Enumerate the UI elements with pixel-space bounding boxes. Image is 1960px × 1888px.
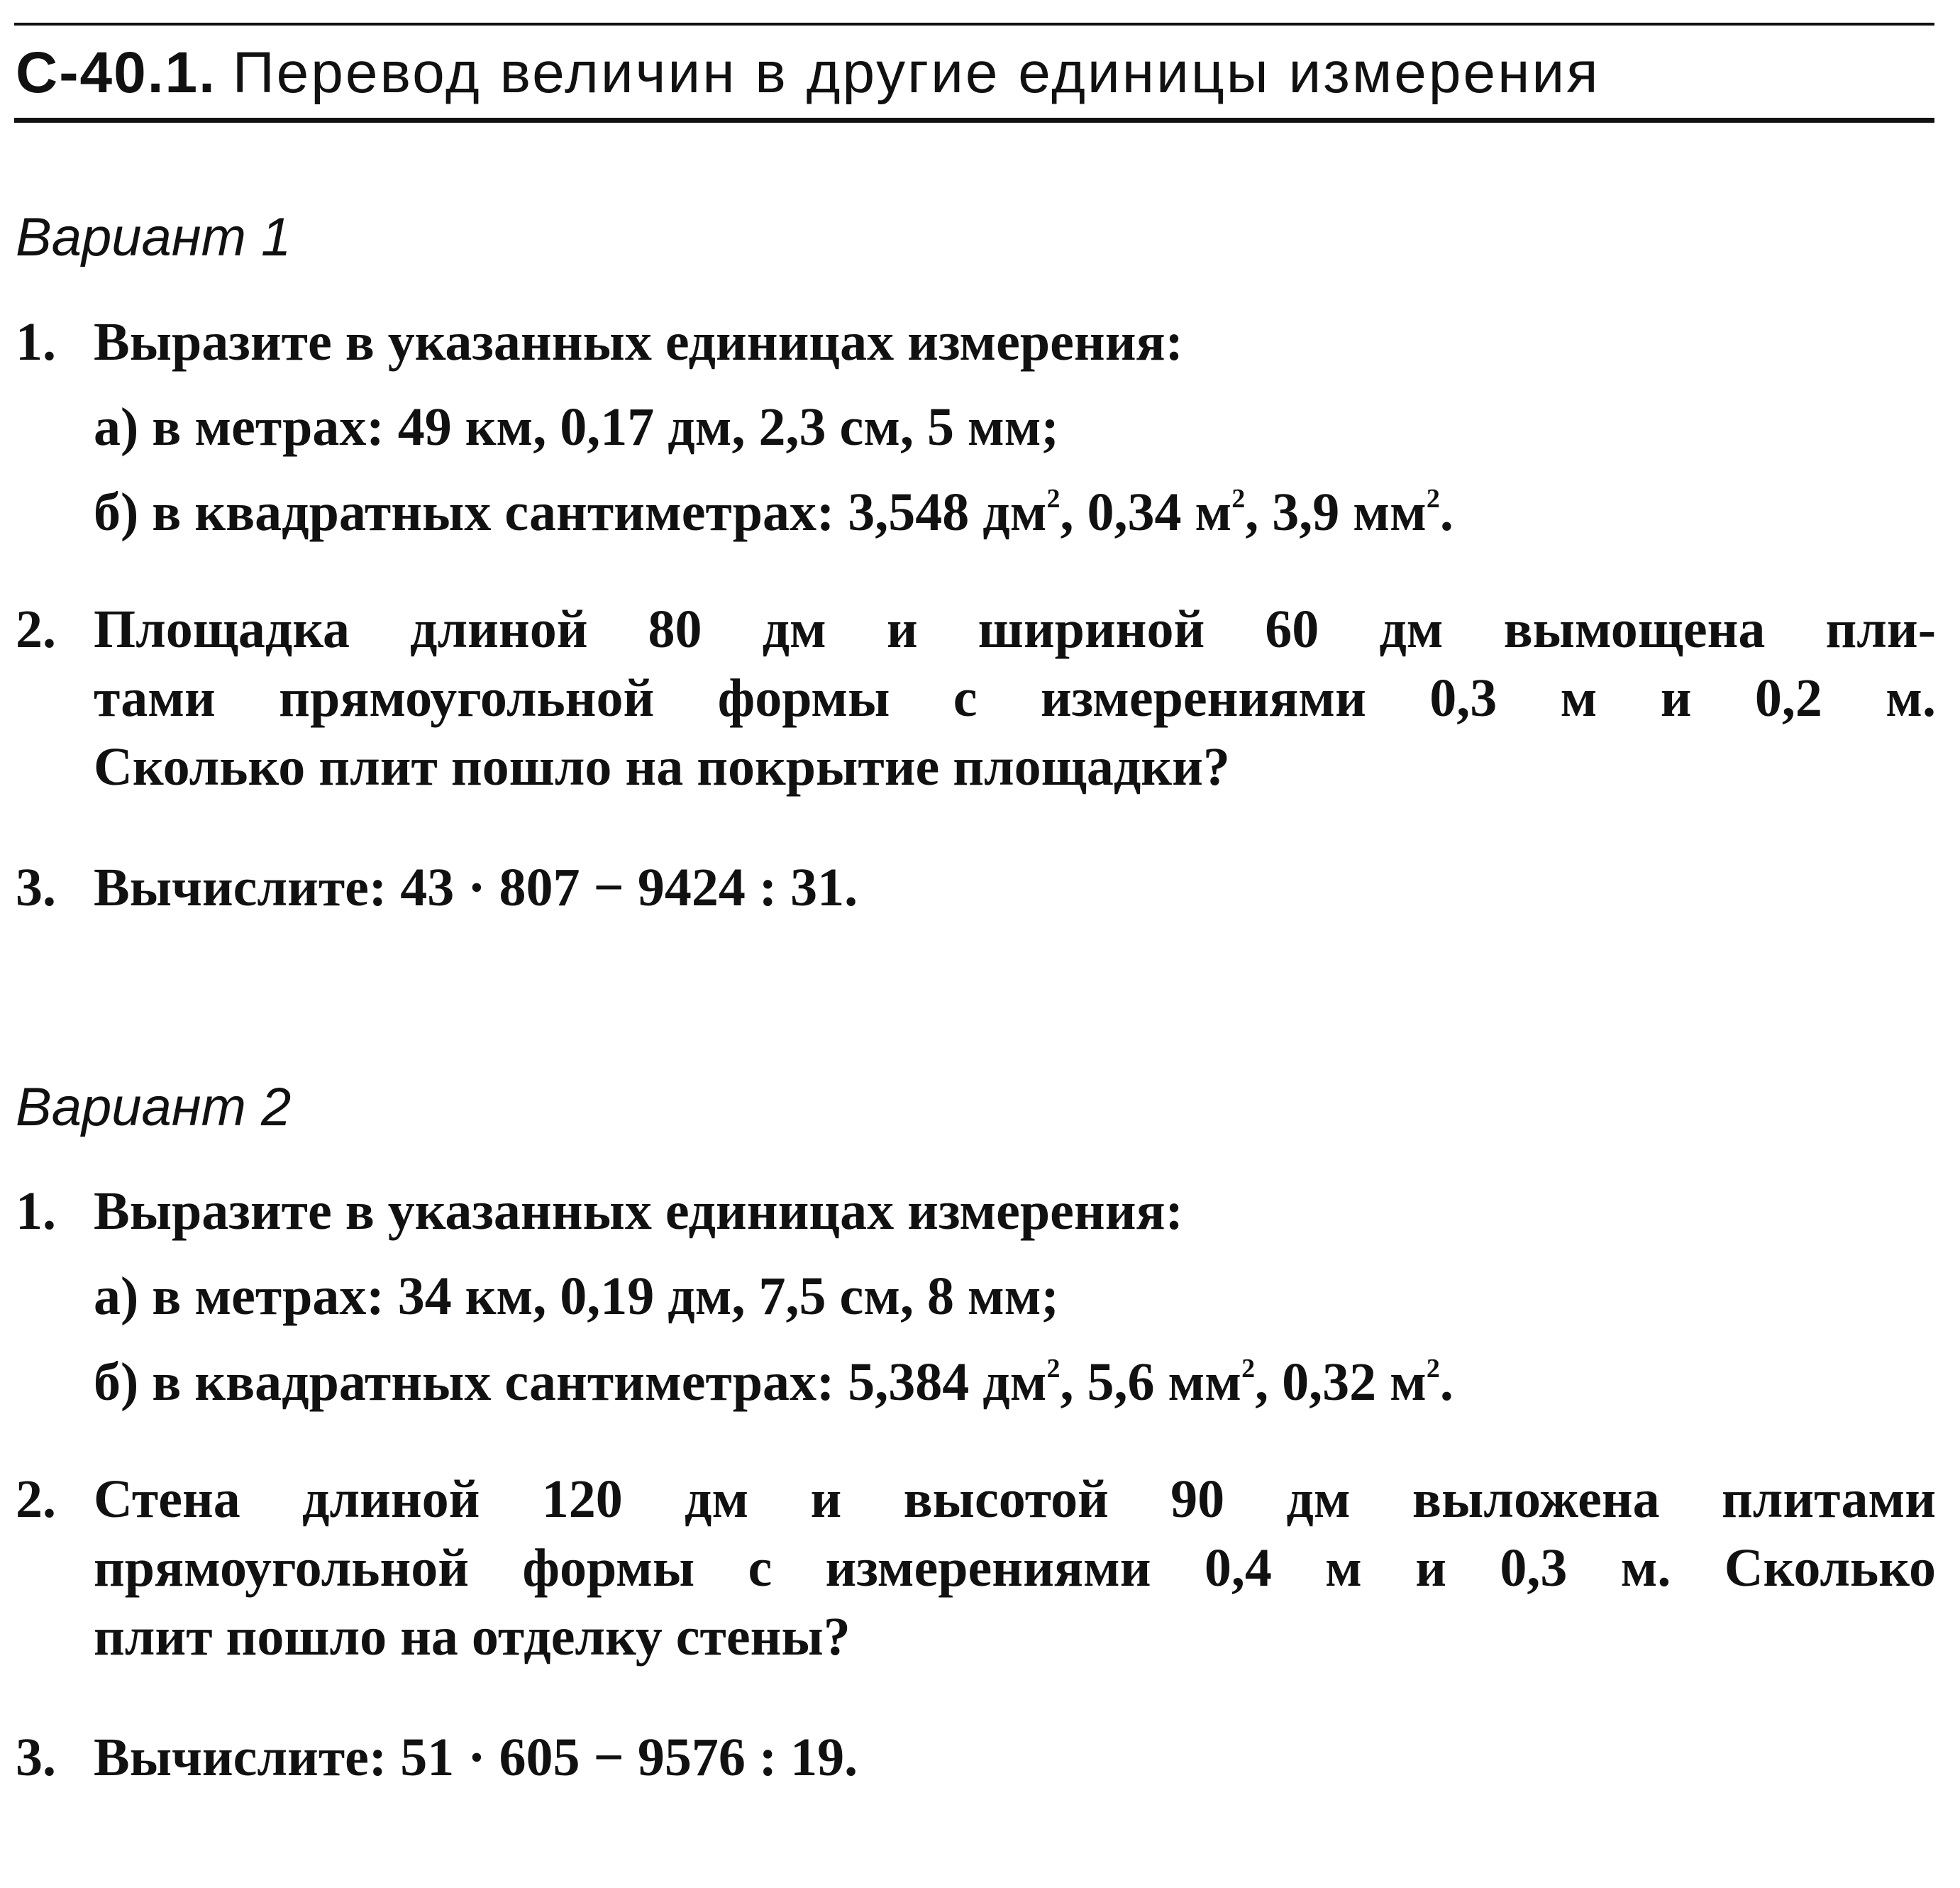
v2-task2-line-3: плит пошло на отделку стены? bbox=[94, 1607, 851, 1667]
v1-task1-part-b bbox=[94, 477, 1454, 548]
v1-b-item-1: 3,548 $дм^2$, bbox=[848, 482, 1087, 542]
v1-task1-part-b-prefix: б) в квадратных сантиметрах: bbox=[94, 482, 848, 542]
v1-task2-line-3: Сколько плит пошло на покрытие площадки? bbox=[94, 737, 1230, 797]
v2-task3-number: 3. bbox=[16, 1728, 56, 1787]
v2-b-item-2: 5,6 $мм^2$, bbox=[1087, 1352, 1283, 1412]
v1-task2-line-1: Площадка длиной 80 дм и шириной 60 дм вымощена пли- bbox=[94, 600, 1936, 659]
v2-task2-line-2: прямоугольной формы с измерениями 0,4 м и 0,3 м. Сколько bbox=[94, 1538, 1936, 1598]
header-bottom-rule bbox=[14, 118, 1934, 123]
v1-task3-text: Вычислите: 43 · 807 − 9424 : 31. bbox=[94, 858, 858, 917]
v2-task3-text: Вычислите: 51 · 605 − 9576 : 19. bbox=[94, 1728, 858, 1787]
variant-2-heading: Вариант 2 bbox=[16, 1077, 292, 1137]
v1-task1-text: Выразите в указанных единицах измерения: bbox=[94, 312, 1183, 372]
v1-b-item-2: 0,34 $м^2$, bbox=[1087, 482, 1273, 542]
v1-task3-number: 3. bbox=[16, 858, 56, 917]
v2-task1-text: Выразите в указанных единицах измерения: bbox=[94, 1181, 1183, 1241]
v1-task2-number: 2. bbox=[16, 600, 56, 659]
v2-b-item-1: 5,384 $дм^2$, bbox=[848, 1352, 1087, 1412]
v2-task2-line-1: Стена длиной 120 дм и высотой 90 дм выложена плитами bbox=[94, 1469, 1936, 1529]
v2-task1-part-a: а) в метрах: 34 км, 0,19 дм, 7,5 см, 8 мм; bbox=[94, 1266, 1059, 1326]
header-top-rule bbox=[14, 23, 1934, 26]
v1-task1-part-a: а) в метрах: 49 км, 0,17 дм, 2,3 см, 5 мм; bbox=[94, 397, 1059, 457]
v1-b-item-3: 3,9 $мм^2$. bbox=[1272, 482, 1454, 542]
variant-1-heading: Вариант 1 bbox=[16, 207, 292, 267]
v1-task1-number: 1. bbox=[16, 312, 56, 372]
v2-b-item-3: 0,32 $м^2$. bbox=[1282, 1352, 1454, 1412]
v2-task1-part-b-prefix: б) в квадратных сантиметрах: bbox=[94, 1352, 848, 1412]
section-code: С-40.1. bbox=[16, 40, 216, 105]
page-title bbox=[16, 34, 1600, 112]
v2-task2-number: 2. bbox=[16, 1469, 56, 1529]
v2-task1-number: 1. bbox=[16, 1181, 56, 1241]
section-title: Перевод величин в другие единицы измерения bbox=[232, 40, 1600, 105]
v1-task2-line-2: тами прямоугольной формы с измерениями 0,3 м и 0,2 м. bbox=[94, 668, 1936, 728]
v2-task1-part-b bbox=[94, 1347, 1454, 1418]
